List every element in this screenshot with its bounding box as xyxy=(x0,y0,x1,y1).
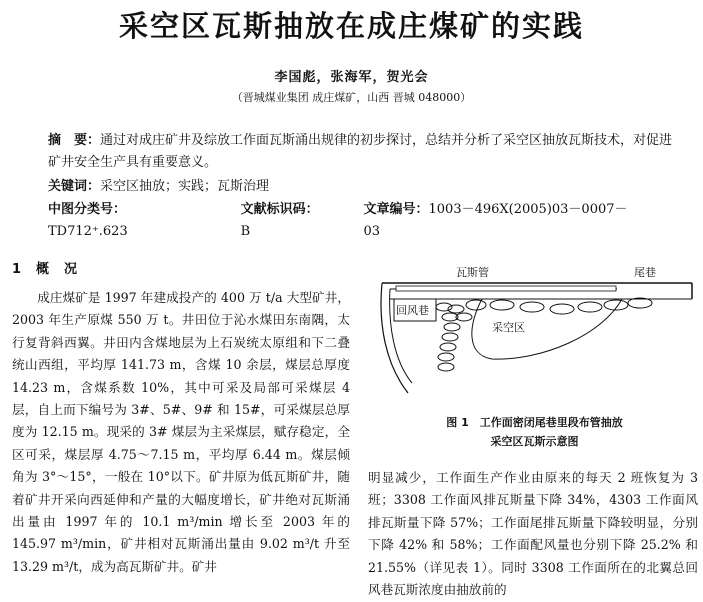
caption-line-2: 采空区瓦斯示意图 xyxy=(490,435,579,448)
clc-value: TD712⁺.623 xyxy=(48,224,128,239)
doc-value: B xyxy=(240,224,251,239)
keywords xyxy=(48,176,678,198)
caption-line-1: 图 1 工作面密闭尾巷里段布管抽放 xyxy=(446,416,623,429)
figure-label-gas-pipe: 瓦斯管 xyxy=(456,266,489,279)
gas-pipe xyxy=(396,286,616,291)
classification-line xyxy=(48,199,678,243)
figure-diagram xyxy=(372,265,697,410)
figure-label-tail-roadway: 尾巷 xyxy=(634,266,656,279)
section-body-left: 成庄煤矿是 1997 年建成投产的 400 万 t/a 大型矿井，2003 年生产原煤 550 万 t。井田位于沁水煤田东南隅，太行复背斜西翼。井田内含煤地层为上石炭统太原组和下二叠统山西组，平均厚 141.73 m，含煤 10 余层，煤层总厚度 14.23 m，含煤系数 10%，其中可采及局部可采煤层 4 层，自上而下编号为 3#、5#、9# 和 15#，可采煤层总厚度为 12.15 m。现采的 3# 煤层为主采煤层，赋存稳定，全区可采，煤层厚 4.75～7.15 m，平均厚 6.44 m。煤层倾角为 3°～15°，一般在 10°以下。矿井原为低瓦斯矿井，随着矿井开采向西延伸和产量的大幅度增长，矿井绝对瓦斯涌出量由 1997 年的 10.1 m³/min 增长至 2003 年的 145.97 m³/min，矿井相对瓦斯涌出量由 9.02 m³/t 升至 13.29 m³/t，成为高瓦斯矿井。矿井 xyxy=(12,290,350,574)
keywords-text: 采空区抽放；实践；瓦斯治理 xyxy=(100,179,270,194)
clc-number xyxy=(48,199,205,243)
figure-caption xyxy=(372,413,697,451)
section-body-right: 明显减少，工作面生产作业由原来的每天 2 班恢复为 3 班；3308 工作面风排瓦斯量下降 34%，4303 工作面风排瓦斯量下降 57%；工作面尾排瓦斯量下降较明显，分别下降 42% 和 58%；工作面配风量也分别下降 25.2% 和 21.55%（详见表 1）。同时 3308 工作面所在的北翼总回风巷瓦斯浓度由抽放前的 xyxy=(368,470,698,598)
figure-label-goaf: 采空区 xyxy=(492,321,525,334)
figure-label-return-roadway: 回风巷 xyxy=(396,304,429,317)
abstract-label: 摘 要： xyxy=(48,133,101,148)
abstract xyxy=(48,130,678,174)
abstract-text: 通过对成庄矿井及综放工作面瓦斯涌出规律的初步探讨，总结并分析了采空区抽放瓦斯技术，对促进矿井安全生产具有重要意义。 xyxy=(48,133,673,170)
gas-pipe-chain xyxy=(436,298,652,371)
article-value: 1003－496X(2005)03－0007－03 xyxy=(363,202,628,239)
paper-title: 采空区瓦斯抽放在成庄煤矿的实践 xyxy=(118,9,584,43)
article-label: 文章编号： xyxy=(363,202,429,217)
affiliation: （晋城煤业集团 成庄煤矿，山西 晋城 048000） xyxy=(231,91,472,104)
clc-label: 中图分类号： xyxy=(48,202,127,217)
section-heading: 1 概 况 xyxy=(12,262,79,277)
keywords-label: 关键词： xyxy=(48,179,101,194)
document-code xyxy=(241,199,328,243)
authors: 李国彪，张海军，贺光会 xyxy=(274,70,429,85)
article-number xyxy=(364,199,643,243)
doc-label: 文献标识码： xyxy=(240,202,319,217)
